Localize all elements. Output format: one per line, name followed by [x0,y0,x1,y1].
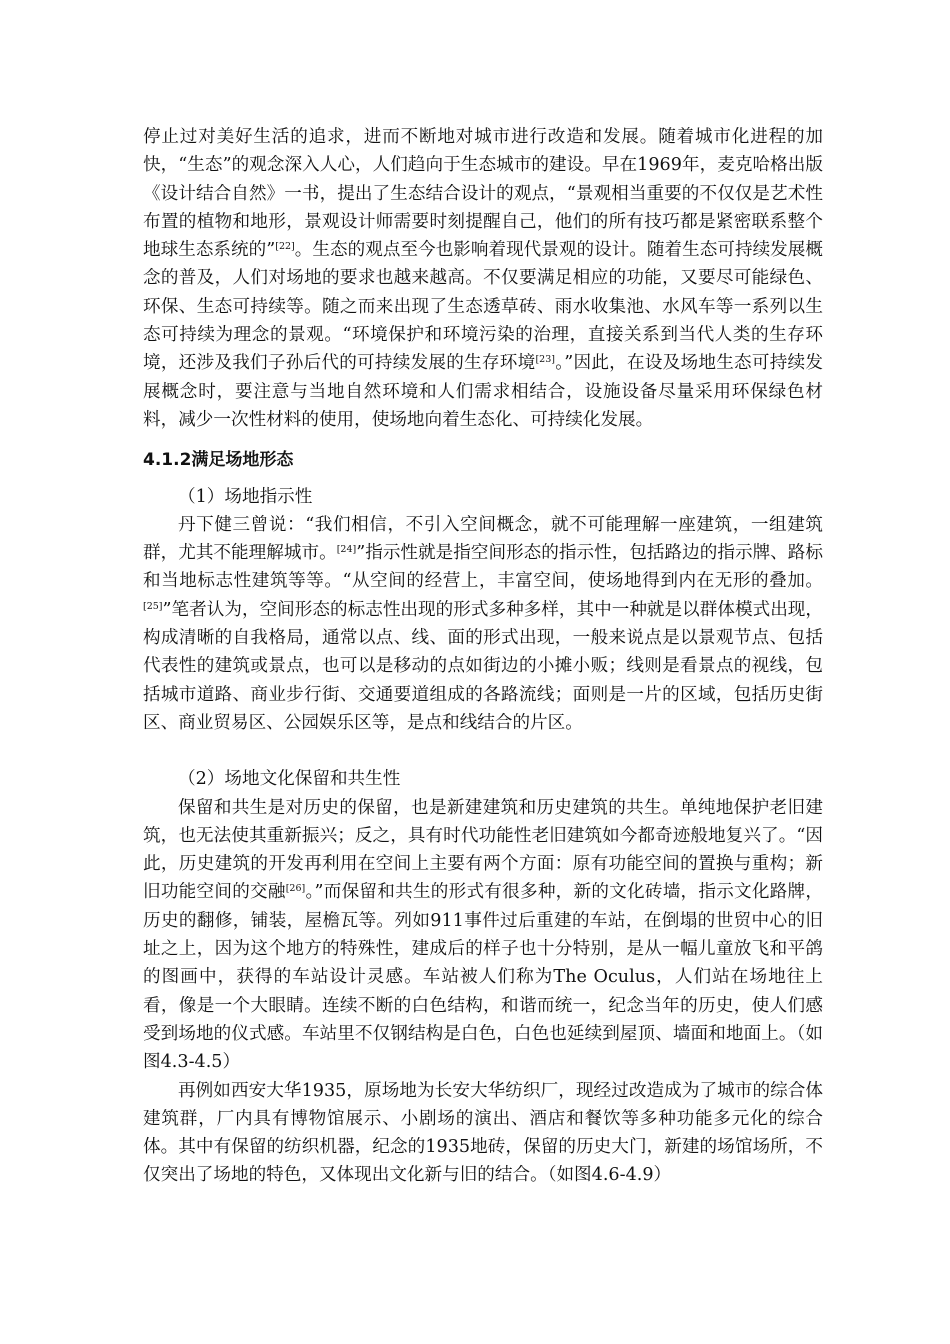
paragraph-dahua-1935: 再例如西安大华1935，原场地为长安大华纺织厂，现经过改造成为了城市的综合体建筑群，厂内具有博物馆展示、小剧场的演出、酒店和餐饮等多种功能多元化的综合体。其中有保留的纺织机器，纪念的1935地砖，保留的历史大门，新建的场馆场所，不仅突出了场地的特色，又体现出文化新与旧的结合。（如图4.6-4.9） [143,1080,823,1186]
citation-22: [22] [275,241,295,253]
citation-24: [24] [336,544,357,556]
subheading-site-indication: （1）场地指示性 [178,486,313,507]
citation-25: [25] [143,600,163,612]
paragraph-site-indication: 丹下健三曾说：“我们相信，不引入空间概念，就不可能理解一座建筑，一组建筑群，尤其不能理解城市。[24]”指示性就是指空间形态的指示性，包括路边的指示牌、路标和当地标志性建筑等等。“从空间的经营上，丰富空间，使场地得到内在无形的叠加。[25]”笔者认为，空间形态的标志性出现的形式多种多样，其中一种就是以群体模式出现，构成清晰的自我格局，通常以点、线、面的形式出现，一般来说点是以景观节点、包括代表性的建筑或景点，也可以是移动的点如街边的小摊小贩；线则是看景点的视线，包括城市道路、商业步行街、交通要道组成的各路流线；面则是一片的区域，包括历史街区、商业贸易区、公园娱乐区等，是点和线结合的片区。 [143,514,823,733]
section-heading: 4.1.2满足场地形态 [143,450,294,471]
paragraph-cultural-retention: 保留和共生是对历史的保留，也是新建建筑和历史建筑的共生。单纯地保护老旧建筑，也无法使其重新振兴；反之，具有时代功能性老旧建筑如今都奇迹般地复兴了。“因此，历史建筑的开发再利用在空间上主要有两个方面：原有功能空间的置换与重构；新旧功能空间的交融[26]。”而保留和共生的形式有很多种，新的文化砖墙，指示文化路牌，历史的翻修，铺装，屋檐瓦等。列如911事件过后重建的车站，在倒塌的世贸中心的旧址之上，因为这个地方的特殊性，建成后的样子也十分特别，是从一幅儿童放飞和平鸽的图画中，获得的车站设计灵感。车站被人们称为The Oculus，人们站在场地往上看，像是一个大眼睛。连续不断的白色结构，和谐而统一，纪念当年的历史，使人们感受到场地的仪式感。车站里不仅钢结构是白色，白色也延续到屋顶、墙面和地面上。（如图4.3-4.5） [143,797,823,1073]
citation-26: [26] [285,883,306,895]
citation-23: [23] [535,354,555,366]
paragraph-ecology: 停止过对美好生活的追求，进而不断地对城市进行改造和发展。随着城市化进程的加快，“生态”的观念深入人心，人们趋向于生态城市的建设。早在1969年，麦克哈格出版《设计结合自然》一书，提出了生态结合设计的观点，“景观相当重要的不仅仅是艺术性布置的植物和地形，景观设计师需要时刻提醒自己，他们的所有技巧都是紧密联系整个地球生态系统的”[22]。生态的观点至今也影响着现代景观的设计。随着生态可持续发展概念的普及，人们对场地的要求也越来越高。不仅要满足相应的功能，又要尽可能绿色、环保、生态可持续等。随之而来出现了生态透草砖、雨水收集池、水风车等一系列以生态可持续为理念的景观。“环境保护和环境污染的治理，直接关系到当代人类的生存环境，还涉及我们子孙后代的可持续发展的生存环境[23]。”因此，在设及场地生态可持续发展概念时，要注意与当地自然环境和人们需求相结合，设施设备尽量采用环保绿色材料，减少一次性材料的使用，使场地向着生态化、可持续化发展。 [143,127,823,430]
subheading-cultural-retention: （2）场地文化保留和共生性 [178,769,401,790]
document-page [143,123,823,1190]
